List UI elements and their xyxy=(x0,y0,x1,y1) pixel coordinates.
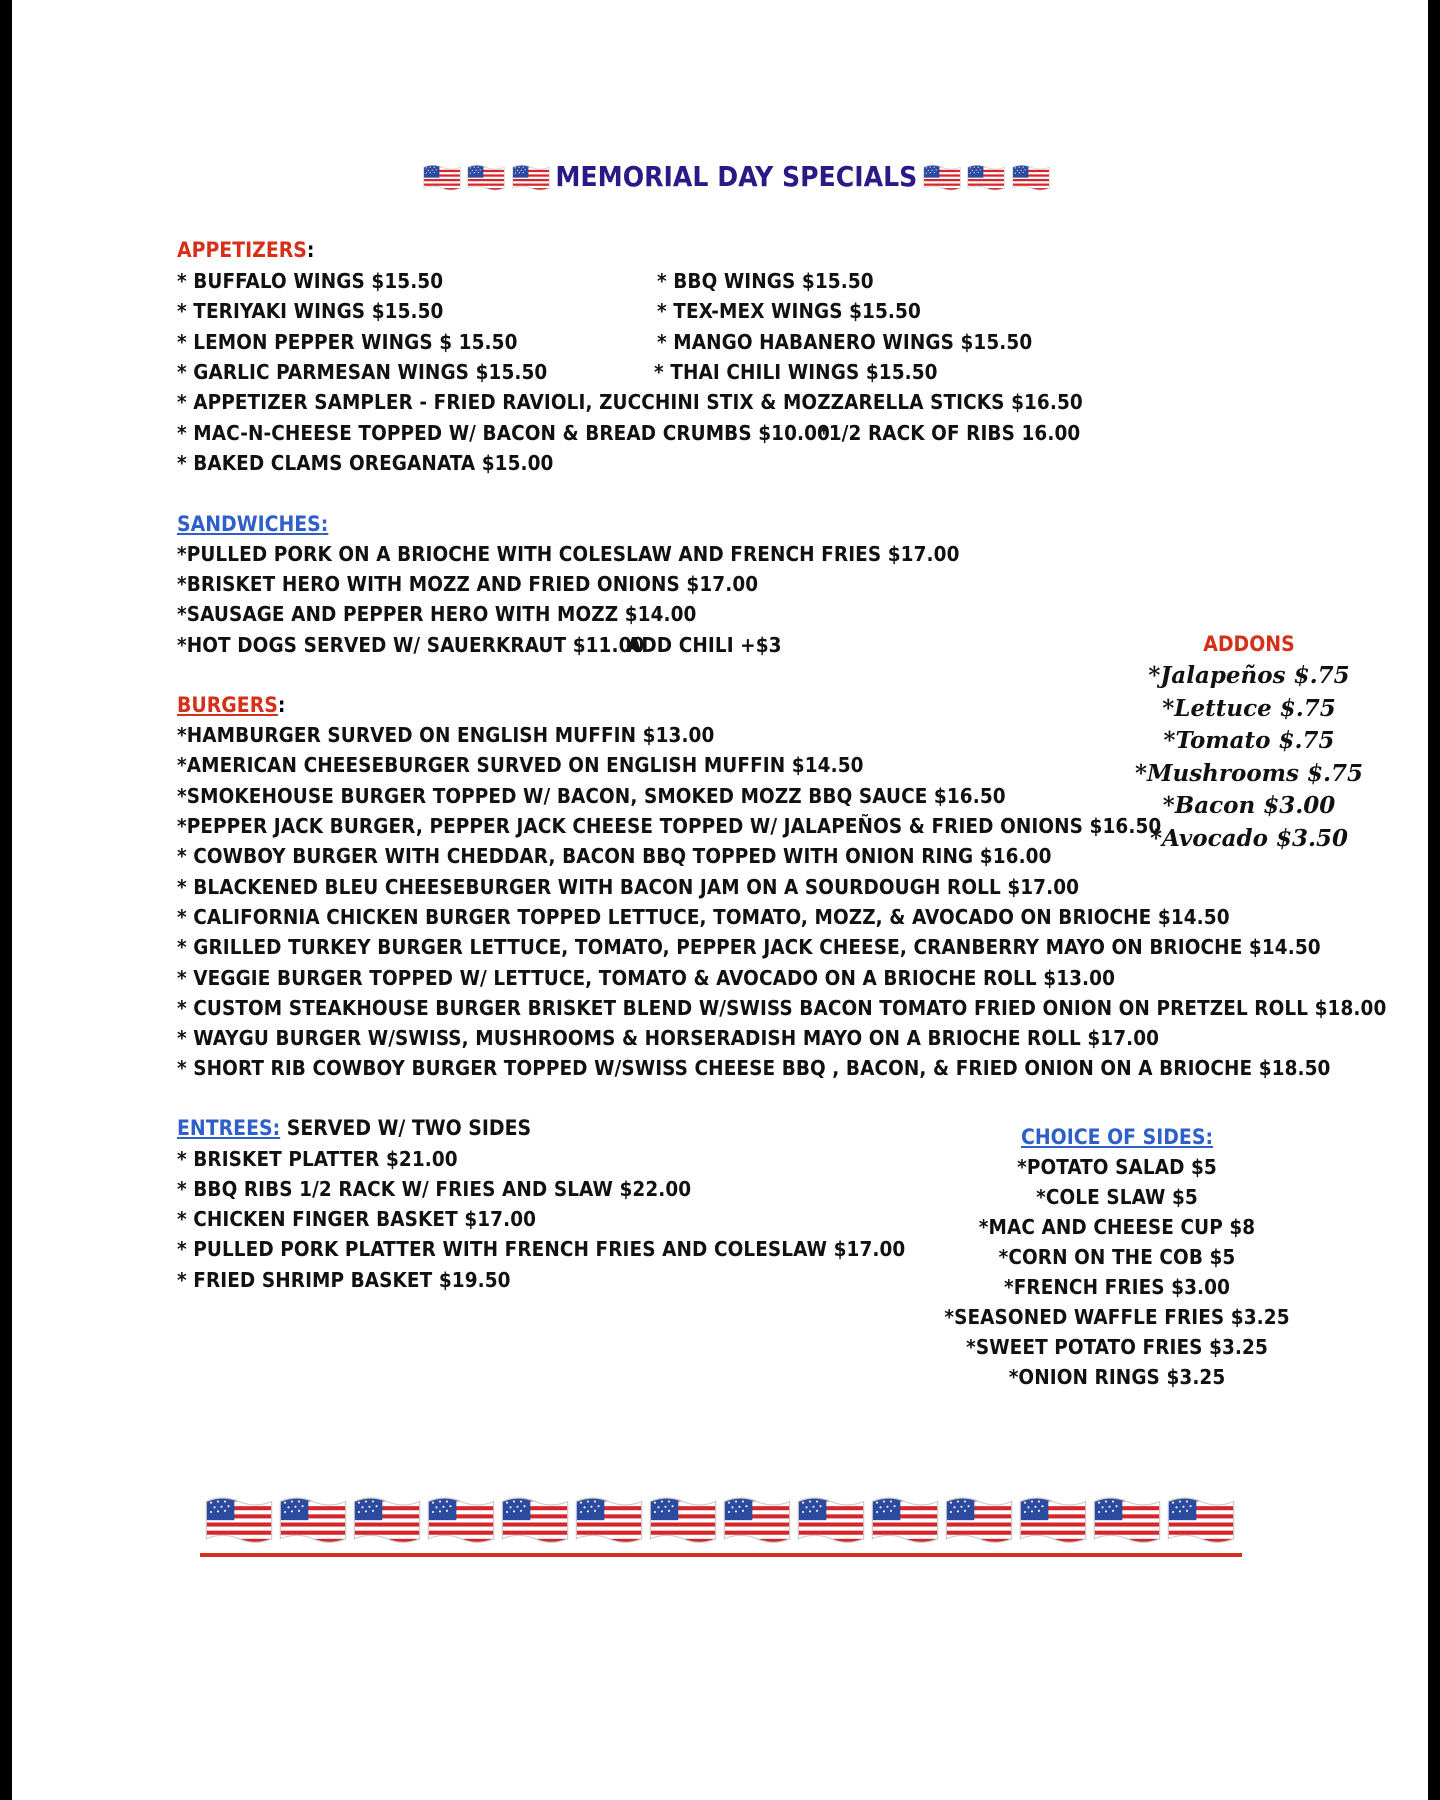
appetizers-heading-colon: : xyxy=(306,238,315,262)
burgers-heading-label: BURGERS xyxy=(177,693,278,717)
list-item: * CHICKEN FINGER BASKET $17.00 xyxy=(177,1207,537,1231)
list-item: *1/2 RACK OF RIBS 16.00 xyxy=(819,421,1081,445)
list-item: *PEPPER JACK BURGER, PEPPER JACK CHEESE TOPPED W/ JALAPEÑOS & FRIED ONIONS $16.50 xyxy=(177,814,1162,838)
list-item: * BBQ WINGS $15.50 xyxy=(657,269,874,293)
list-item: *POTATO SALAD $5 xyxy=(1017,1155,1217,1179)
sides-heading: CHOICE OF SIDES: xyxy=(1020,1125,1214,1149)
addons-heading: ADDONS xyxy=(1203,632,1295,656)
list-item: * SHORT RIB COWBOY BURGER TOPPED W/SWISS CHEESE BBQ , BACON, & FRIED ONION ON A BRIOCHE $18.50 xyxy=(177,1056,1331,1080)
list-item: *Avocado $3.50 xyxy=(1149,825,1348,852)
list-item: * MAC-N-CHEESE TOPPED W/ BACON & BREAD CRUMBS $10.00 xyxy=(177,421,830,445)
appetizers-heading-label: APPETIZERS xyxy=(177,238,307,262)
list-item: *HAMBURGER SURVED ON ENGLISH MUFFIN $13.00 xyxy=(177,723,715,747)
us-flag-icon xyxy=(944,1492,1014,1546)
list-item: * VEGGIE BURGER TOPPED W/ LETTUCE, TOMATO & AVOCADO ON A BRIOCHE ROLL $13.00 xyxy=(177,966,1116,990)
list-item: *SAUSAGE AND PEPPER HERO WITH MOZZ $14.00 xyxy=(177,602,697,626)
list-item: * BUFFALO WINGS $15.50 xyxy=(177,269,444,293)
list-item: * CUSTOM STEAKHOUSE BURGER BRISKET BLEND W/SWISS BACON TOMATO FRIED ONION ON PRETZEL ROLL $18.00 xyxy=(177,996,1387,1020)
burgers-heading xyxy=(177,695,285,716)
us-flag-icon xyxy=(422,162,462,192)
list-item: * COWBOY BURGER WITH CHEDDAR, BACON BBQ TOPPED WITH ONION RING $16.00 xyxy=(177,844,1052,868)
us-flag-icon xyxy=(966,162,1006,192)
list-item: *Tomato $.75 xyxy=(1163,727,1335,754)
appetizers-heading xyxy=(177,240,314,261)
us-flag-icon xyxy=(204,1492,274,1546)
us-flag-icon xyxy=(466,162,506,192)
us-flag-icon xyxy=(500,1492,570,1546)
bottom-rule xyxy=(200,1553,1242,1557)
us-flag-icon xyxy=(278,1492,348,1546)
list-item: * WAYGU BURGER W/SWISS, MUSHROOMS & HORSERADISH MAYO ON A BRIOCHE ROLL $17.00 xyxy=(177,1026,1160,1050)
list-item: * BAKED CLAMS OREGANATA $15.00 xyxy=(177,451,554,475)
list-item: * CALIFORNIA CHICKEN BURGER TOPPED LETTUCE, TOMATO, MOZZ, & AVOCADO ON BRIOCHE $14.50 xyxy=(177,905,1230,929)
list-item: *SEASONED WAFFLE FRIES $3.25 xyxy=(944,1305,1290,1329)
sandwiches-heading: SANDWICHES: xyxy=(177,512,329,536)
entrees-note: SERVED W/ TWO SIDES xyxy=(280,1116,532,1140)
list-item: * TERIYAKI WINGS $15.50 xyxy=(177,299,444,323)
us-flag-icon xyxy=(1166,1492,1236,1546)
list-item: *Bacon $3.00 xyxy=(1162,792,1336,819)
list-item: *SMOKEHOUSE BURGER TOPPED W/ BACON, SMOKED MOZZ BBQ SAUCE $16.50 xyxy=(177,784,1006,808)
list-item: ADD CHILI +$3 xyxy=(627,633,782,657)
list-item: *BRISKET HERO WITH MOZZ AND FRIED ONIONS $17.00 xyxy=(177,572,759,596)
list-item: *PULLED PORK ON A BRIOCHE WITH COLESLAW AND FRENCH FRIES $17.00 xyxy=(177,542,960,566)
burgers-heading-colon: : xyxy=(277,693,286,717)
list-item: * GRILLED TURKEY BURGER LETTUCE, TOMATO, PEPPER JACK CHEESE, CRANBERRY MAYO ON BRIOCHE $14.50 xyxy=(177,935,1321,959)
us-flag-icon xyxy=(426,1492,496,1546)
list-item: *FRENCH FRIES $3.00 xyxy=(1003,1275,1231,1299)
list-item: * THAI CHILI WINGS $15.50 xyxy=(654,360,938,384)
list-item: * GARLIC PARMESAN WINGS $15.50 xyxy=(177,360,548,384)
list-item: * PULLED PORK PLATTER WITH FRENCH FRIES AND COLESLAW $17.00 xyxy=(177,1237,906,1261)
list-item: *Mushrooms $.75 xyxy=(1135,760,1363,787)
us-flag-icon xyxy=(796,1492,866,1546)
list-item: * MANGO HABANERO WINGS $15.50 xyxy=(657,330,1033,354)
title-row xyxy=(422,162,1051,198)
us-flag-icon xyxy=(870,1492,940,1546)
list-item: *HOT DOGS SERVED W/ SAUERKRAUT $11.00 xyxy=(177,633,645,657)
list-item: *COLE SLAW $5 xyxy=(1036,1185,1198,1209)
list-item: *Lettuce $.75 xyxy=(1162,695,1336,722)
list-item: * APPETIZER SAMPLER - FRIED RAVIOLI, ZUCCHINI STIX & MOZZARELLA STICKS $16.50 xyxy=(177,390,1083,414)
list-item: * BBQ RIBS 1/2 RACK W/ FRIES AND SLAW $22.00 xyxy=(177,1177,692,1201)
us-flag-icon xyxy=(352,1492,422,1546)
list-item: *SWEET POTATO FRIES $3.25 xyxy=(966,1335,1268,1359)
us-flag-icon xyxy=(648,1492,718,1546)
us-flag-icon xyxy=(574,1492,644,1546)
flag-row xyxy=(204,1492,1236,1552)
entrees-heading-label: ENTREES: xyxy=(177,1116,281,1140)
list-item: *ONION RINGS $3.25 xyxy=(1008,1365,1226,1389)
list-item: *AMERICAN CHEESEBURGER SURVED ON ENGLISH MUFFIN $14.50 xyxy=(177,753,864,777)
us-flag-icon xyxy=(511,162,551,192)
list-item: *MAC AND CHEESE CUP $8 xyxy=(978,1215,1256,1239)
menu-page xyxy=(12,0,1428,1800)
list-item: * BRISKET PLATTER $21.00 xyxy=(177,1147,458,1171)
list-item: * TEX-MEX WINGS $15.50 xyxy=(657,299,921,323)
entrees-heading xyxy=(177,1118,531,1139)
list-item: * FRIED SHRIMP BASKET $19.50 xyxy=(177,1268,511,1292)
us-flag-icon xyxy=(722,1492,792,1546)
us-flag-icon xyxy=(1092,1492,1162,1546)
us-flag-icon xyxy=(1018,1492,1088,1546)
list-item: * LEMON PEPPER WINGS $ 15.50 xyxy=(177,330,518,354)
list-item: *Jalapeños $.75 xyxy=(1148,662,1350,689)
list-item: *CORN ON THE COB $5 xyxy=(998,1245,1236,1269)
us-flag-icon xyxy=(1011,162,1051,192)
list-item: * BLACKENED BLEU CHEESEBURGER WITH BACON JAM ON A SOURDOUGH ROLL $17.00 xyxy=(177,875,1080,899)
page-title: MEMORIAL DAY SPECIALS xyxy=(555,160,918,193)
us-flag-icon xyxy=(922,162,962,192)
